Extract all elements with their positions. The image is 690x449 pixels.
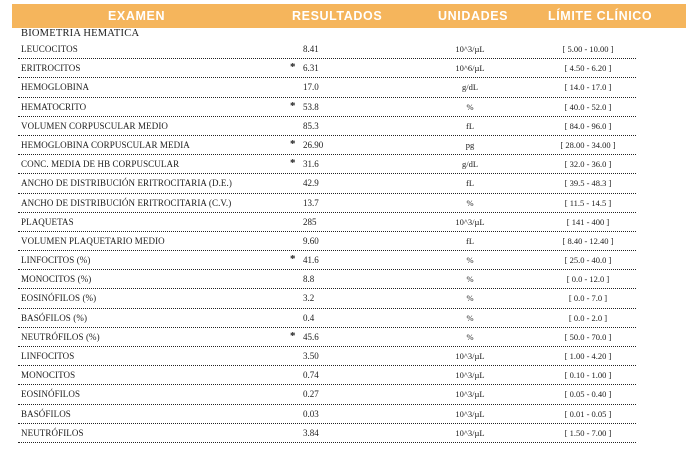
- unit: %: [466, 331, 474, 342]
- table-row: [0, 174, 690, 193]
- table-row: [0, 405, 690, 424]
- header-units: UNIDADES: [438, 9, 509, 23]
- result-value: 285: [303, 216, 317, 227]
- unit: pg: [465, 139, 475, 150]
- table-row: [0, 232, 690, 251]
- unit: 10^3/µL: [455, 370, 485, 381]
- exam-name: LINFOCITOS: [21, 351, 75, 361]
- unit: 10^3/µL: [455, 427, 485, 438]
- clinical-limit: [ 40.0 - 52.0 ]: [564, 101, 612, 112]
- clinical-limit: [ 11.5 - 14.5 ]: [564, 197, 612, 208]
- exam-name: ANCHO DE DISTRIBUCIÓN ERITROCITARIA (D.E.): [21, 178, 232, 189]
- result-value: 45.6: [303, 331, 319, 342]
- exam-name: LEUCOCITOS: [21, 44, 78, 54]
- exam-name: HEMOGLOBINA: [21, 82, 90, 93]
- unit: %: [466, 255, 474, 266]
- clinical-limit: [ 84.0 - 96.0 ]: [564, 120, 612, 131]
- result-value: 6.31: [303, 63, 319, 74]
- clinical-limit: [ 0.01 - 0.05 ]: [564, 408, 612, 419]
- unit: fL: [465, 235, 475, 246]
- exam-name: ERITROCITOS: [21, 63, 81, 74]
- exam-name: CONC. MEDIA DE HB CORPUSCULAR: [21, 159, 180, 170]
- table-row: [0, 424, 690, 443]
- clinical-limit: [ 28.00 - 34.00 ]: [560, 139, 616, 150]
- exam-name: HEMOGLOBINA CORPUSCULAR MEDIA: [21, 139, 190, 150]
- table-row: [0, 213, 690, 232]
- exam-name: VOLUMEN CORPUSCULAR MEDIO: [21, 120, 169, 131]
- table-row: [0, 98, 690, 117]
- table-row: [0, 40, 690, 59]
- clinical-limit: [ 141 - 400 ]: [566, 216, 610, 227]
- clinical-limit: [ 0.05 - 0.40 ]: [564, 389, 612, 400]
- clinical-limit: [ 5.00 - 10.00 ]: [562, 44, 614, 54]
- out-of-range-flag: *: [290, 99, 296, 112]
- clinical-limit: [ 0.0 - 7.0 ]: [568, 293, 608, 304]
- exam-name: BASÓFILOS: [21, 408, 71, 419]
- exam-name: ANCHO DE DISTRIBUCIÓN ERITROCITARIA (C.V.): [21, 197, 232, 208]
- unit: g/dL: [461, 82, 479, 93]
- table-row: [0, 117, 690, 136]
- out-of-range-flag: *: [290, 329, 296, 342]
- unit: %: [466, 312, 474, 323]
- table-row: [0, 270, 690, 289]
- unit: fL: [465, 178, 475, 189]
- result-value: 0.4: [303, 312, 315, 323]
- result-value: 26.90: [303, 139, 324, 150]
- clinical-limit: [ 4.50 - 6.20 ]: [564, 63, 612, 74]
- unit: fL: [465, 120, 475, 131]
- exam-name: MONOCITOS: [21, 370, 76, 381]
- result-value: 8.8: [303, 274, 315, 285]
- exam-name: NEUTRÓFILOS: [21, 427, 84, 438]
- result-value: 3.84: [303, 427, 319, 438]
- result-value: 3.2: [303, 293, 315, 304]
- clinical-limit: [ 32.0 - 36.0 ]: [564, 159, 612, 170]
- unit: 10^3/µL: [455, 389, 485, 400]
- clinical-limit: [ 0.10 - 1.00 ]: [564, 370, 612, 381]
- table-row: [0, 155, 690, 174]
- unit: 10^3/µL: [455, 408, 485, 419]
- clinical-limit: [ 25.0 - 40.0 ]: [564, 255, 612, 266]
- table-row: [0, 309, 690, 328]
- out-of-range-flag: *: [290, 61, 296, 74]
- exam-name: MONOCITOS (%): [21, 274, 92, 285]
- clinical-limit: [ 14.0 - 17.0 ]: [564, 82, 612, 93]
- table-row: [0, 289, 690, 308]
- table-row: [0, 194, 690, 213]
- unit: %: [466, 293, 474, 304]
- table-row: [0, 385, 690, 404]
- exam-name: EOSINÓFILOS (%): [21, 293, 97, 304]
- out-of-range-flag: *: [290, 253, 296, 266]
- out-of-range-flag: *: [290, 137, 296, 150]
- clinical-limit: [ 39.5 - 48.3 ]: [564, 178, 612, 189]
- unit: 10^3/µL: [455, 44, 485, 54]
- unit: %: [466, 274, 474, 285]
- header-clinical-limit: LÍMITE CLÍNICO: [548, 9, 653, 23]
- exam-name: HEMATOCRITO: [21, 101, 87, 112]
- table-row: [0, 347, 690, 366]
- table-row: [0, 328, 690, 347]
- result-value: 53.8: [303, 101, 319, 112]
- table-row: [0, 136, 690, 155]
- result-value: 41.6: [303, 255, 319, 266]
- unit: %: [466, 197, 474, 208]
- exam-name: NEUTRÓFILOS (%): [21, 331, 100, 342]
- result-value: 13.7: [303, 197, 319, 208]
- table-row: [0, 78, 690, 97]
- exam-name: BASÓFILOS (%): [21, 312, 88, 323]
- result-value: 31.6: [303, 159, 319, 170]
- exam-name: EOSINÓFILOS: [21, 389, 81, 400]
- exam-name: VOLUMEN PLAQUETARIO MEDIO: [21, 235, 165, 246]
- section-title: BIOMETRIA HEMATICA: [21, 28, 140, 39]
- result-value: 0.74: [303, 370, 319, 381]
- result-value: 17.0: [303, 82, 319, 93]
- unit: %: [466, 101, 474, 112]
- result-value: 85.3: [303, 120, 319, 131]
- result-value: 3.50: [303, 351, 319, 361]
- clinical-limit: [ 8.40 - 12.40 ]: [562, 235, 614, 246]
- table-row: [0, 59, 690, 78]
- unit: g/dL: [461, 159, 479, 170]
- table-header: [12, 4, 686, 28]
- unit: 10^6/µL: [455, 63, 485, 74]
- clinical-limit: [ 1.00 - 4.20 ]: [564, 351, 612, 361]
- header-results: RESULTADOS: [292, 9, 383, 23]
- header-exam: EXAMEN: [108, 9, 166, 23]
- unit: 10^3/µL: [455, 351, 485, 361]
- exam-name: LINFOCITOS (%): [21, 255, 91, 266]
- result-value: 0.03: [303, 408, 319, 419]
- clinical-limit: [ 0.0 - 2.0 ]: [568, 312, 608, 323]
- clinical-limit: [ 50.0 - 70.0 ]: [564, 331, 612, 342]
- table-row: [0, 251, 690, 270]
- clinical-limit: [ 1.50 - 7.00 ]: [564, 427, 612, 438]
- results-table: [0, 40, 690, 443]
- table-row: [0, 366, 690, 385]
- result-value: 42.9: [303, 178, 319, 189]
- result-value: 8.41: [303, 44, 319, 54]
- result-value: 9.60: [303, 235, 319, 246]
- out-of-range-flag: *: [290, 157, 296, 170]
- unit: 10^3/µL: [455, 216, 485, 227]
- exam-name: PLAQUETAS: [21, 216, 74, 227]
- result-value: 0.27: [303, 389, 319, 400]
- clinical-limit: [ 0.0 - 12.0 ]: [566, 274, 610, 285]
